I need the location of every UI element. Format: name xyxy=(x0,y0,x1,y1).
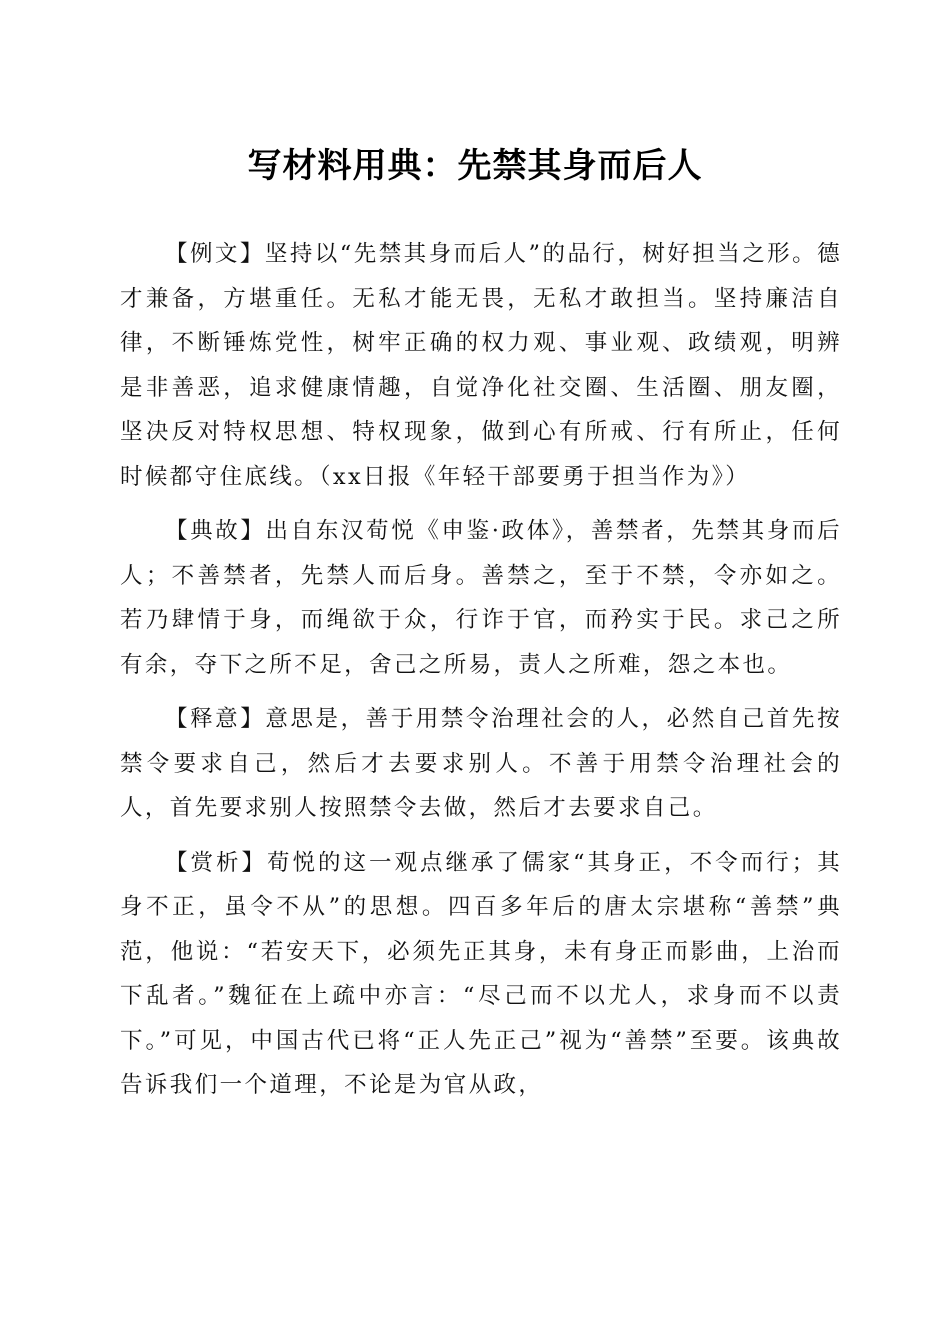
paragraph-allusion xyxy=(120,509,842,687)
paragraph-text: 荀悦的这一观点继承了儒家“其身正，不令而行；其身不正，虽令不从”的思想。四百多年后的唐太宗堪称“善禁”典范，他说：“若安天下，必须先正其身，未有身正而影曲，上治而下乱者。”魏征在上疏中亦言：“尽己而不以尤人，求身而不以责下。”可见，中国古代已将“正人先正己”视为“善禁”至要。该典故告诉我们一个道理，不论是为官从政， xyxy=(120,849,842,1098)
paragraph-example xyxy=(120,232,842,499)
paragraph-tag: 【典故】 xyxy=(165,518,266,544)
paragraph-appreciation xyxy=(120,841,842,1108)
document-title: 写材料用典：先禁其身而后人 xyxy=(247,146,703,186)
paragraph-meaning xyxy=(120,697,842,831)
paragraph-text: 出自东汉荀悦《申鉴·政体》，善禁者，先禁其身而后人；不善禁者，先禁人而后身。善禁之，至于不禁，令亦如之。若乃肆情于身，而绳欲于众，行诈于官，而矜实于民。求己之所有余，夺下之所不足，舍己之所易，责人之所难，怨之本也。 xyxy=(120,518,842,678)
paragraph-tag: 【赏析】 xyxy=(165,849,268,876)
paragraph-text: 意思是，善于用禁令治理社会的人，必然自己首先按禁令要求自己，然后才去要求别人。不善于用禁令治理社会的人，首先要求别人按照禁令去做，然后才去要求自己。 xyxy=(120,706,842,821)
paragraph-tag: 【释意】 xyxy=(165,706,266,732)
paragraph-text: 坚持以“先禁其身而后人”的品行，树好担当之形。德才兼备，方堪重任。无私才能无畏，无私才敢担当。坚持廉洁自律，不断锤炼党性，树牢正确的权力观、事业观、政绩观，明辨是非善恶，追求健康情趣，自觉净化社交圈、生活圈、朋友圈，坚决反对特权思想、特权现象，做到心有所戒、行有所止，任何时候都守住底线。（xx日报《年轻干部要勇于担当作为》） xyxy=(120,241,842,490)
document-body xyxy=(120,232,842,1118)
paragraph-tag: 【例文】 xyxy=(165,241,265,267)
